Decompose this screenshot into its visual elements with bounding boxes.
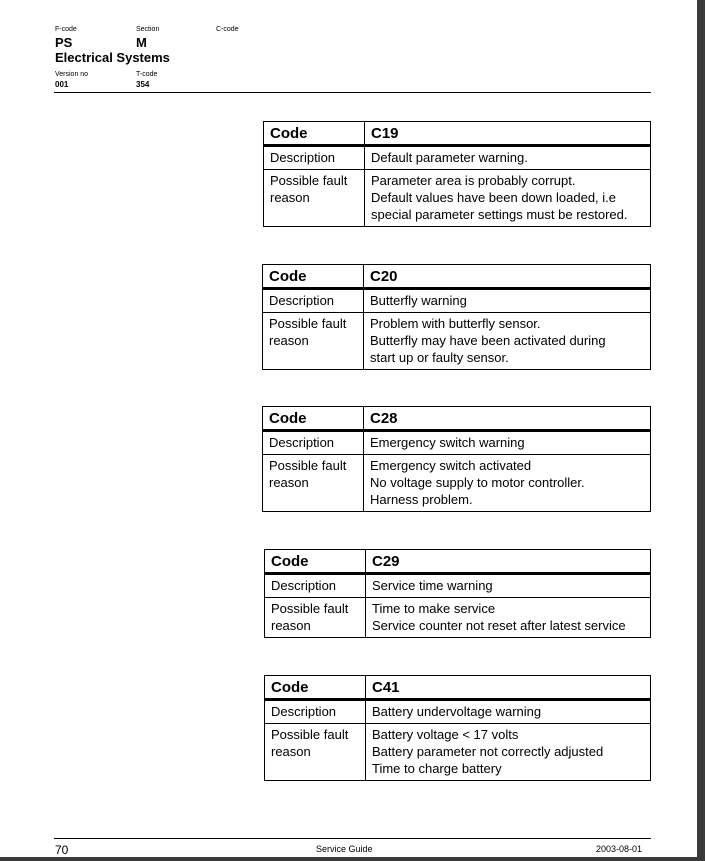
description-label: Description	[264, 146, 365, 170]
reason-list	[366, 598, 651, 638]
description-label: Description	[263, 431, 364, 455]
description-label: Description	[263, 289, 364, 313]
code-label: Code	[263, 407, 364, 431]
footer-date: 2003-08-01	[596, 844, 643, 854]
reason-line: Battery voltage < 17 volts	[372, 727, 519, 742]
code-value: C19	[365, 122, 651, 146]
ccode-label: C-code	[216, 26, 239, 33]
reason-line: Emergency switch activated	[370, 458, 532, 473]
code-value: C20	[364, 265, 651, 289]
reason-line: start up or faulty sensor.	[370, 350, 509, 365]
viewer-edge-right	[697, 0, 705, 861]
version-value: 001	[55, 80, 69, 89]
code-label: Code	[265, 550, 366, 574]
footer-rule	[54, 838, 651, 839]
reason-label-line: reason	[271, 744, 311, 759]
reason-label	[265, 598, 366, 638]
reason-label-line: reason	[270, 190, 310, 205]
reason-line: special parameter settings must be restored.	[371, 207, 628, 222]
tcode-value: 354	[136, 80, 150, 89]
reason-label-line: Possible fault	[271, 601, 349, 616]
reason-line: Problem with butterfly sensor.	[370, 316, 541, 331]
code-value: C41	[366, 676, 651, 700]
reason-label-line: Possible fault	[269, 316, 347, 331]
fcode-value: PS	[55, 35, 73, 50]
reason-list	[366, 724, 651, 781]
code-table-c28	[262, 406, 651, 512]
reason-line: Service counter not reset after latest service	[372, 618, 626, 633]
reason-label	[263, 455, 364, 512]
reason-line: Butterfly may have been activated during	[370, 333, 606, 348]
reason-line: Battery parameter not correctly adjusted	[372, 744, 604, 759]
reason-line: Time to charge battery	[372, 761, 502, 776]
reason-label-line: reason	[269, 333, 309, 348]
code-table-c19	[263, 121, 651, 227]
reason-label-line: reason	[269, 475, 309, 490]
description-value: Service time warning	[366, 574, 651, 598]
reason-label-line: Possible fault	[271, 727, 349, 742]
reason-line: Default values have been down loaded, i.e	[371, 190, 617, 205]
reason-line: No voltage supply to motor controller.	[370, 475, 585, 490]
section-label: Section	[136, 26, 160, 33]
page-number: 70	[55, 843, 69, 857]
description-value: Battery undervoltage warning	[366, 700, 651, 724]
code-label: Code	[263, 265, 364, 289]
reason-list	[364, 313, 651, 370]
description-value: Emergency switch warning	[364, 431, 651, 455]
tcode-label: T-code	[136, 71, 158, 78]
header-rule	[54, 92, 651, 93]
code-value: C29	[366, 550, 651, 574]
description-label: Description	[265, 700, 366, 724]
code-table-c41	[264, 675, 651, 781]
description-label: Description	[265, 574, 366, 598]
code-label: Code	[265, 676, 366, 700]
code-label: Code	[264, 122, 365, 146]
reason-label-line: reason	[271, 618, 311, 633]
reason-line: Parameter area is probably corrupt.	[371, 173, 576, 188]
description-value: Default parameter warning.	[365, 146, 651, 170]
reason-list	[364, 455, 651, 512]
section-value: M	[136, 35, 147, 50]
version-label: Version no	[55, 71, 89, 78]
reason-list	[365, 170, 651, 227]
code-value: C28	[364, 407, 651, 431]
footer-title: Service Guide	[316, 844, 373, 854]
reason-label-line: Possible fault	[270, 173, 348, 188]
reason-label	[264, 170, 365, 227]
code-table-c29	[264, 549, 651, 638]
description-value: Butterfly warning	[364, 289, 651, 313]
reason-line: Harness problem.	[370, 492, 473, 507]
reason-label	[263, 313, 364, 370]
document-subtitle: Electrical Systems	[55, 50, 170, 65]
reason-label-line: Possible fault	[269, 458, 347, 473]
fcode-label: F-code	[55, 26, 77, 33]
reason-label	[265, 724, 366, 781]
viewer-edge-bottom	[0, 857, 705, 861]
code-table-c20	[262, 264, 651, 370]
reason-line: Time to make service	[372, 601, 496, 616]
